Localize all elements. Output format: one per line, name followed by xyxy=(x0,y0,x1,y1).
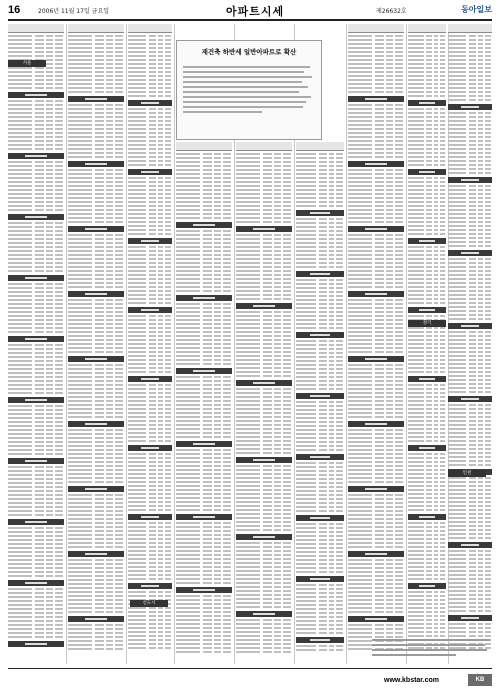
region-divider xyxy=(448,615,492,621)
article-title: 재건축 하반세 일반아파트로 확산 xyxy=(201,48,297,56)
region-divider xyxy=(236,611,292,617)
region-divider xyxy=(68,551,124,557)
region-divider xyxy=(176,368,232,374)
region-divider xyxy=(128,307,172,313)
region-divider xyxy=(236,380,292,386)
region-divider xyxy=(8,92,64,98)
region-divider xyxy=(408,238,446,244)
price-column xyxy=(236,142,292,664)
region-divider xyxy=(68,421,124,427)
region-divider xyxy=(448,177,492,183)
price-column xyxy=(128,24,172,664)
issue-number: 제26632호 xyxy=(376,8,407,15)
kb-logo-icon: KB xyxy=(468,674,492,686)
region-divider xyxy=(296,332,344,338)
region-divider xyxy=(408,307,446,313)
region-divider xyxy=(348,356,404,362)
price-column xyxy=(8,24,64,664)
region-divider xyxy=(68,226,124,232)
region-divider xyxy=(448,323,492,329)
region-divider xyxy=(8,153,64,159)
region-divider xyxy=(68,356,124,362)
region-divider xyxy=(128,445,172,451)
region-divider xyxy=(448,104,492,110)
region-divider xyxy=(348,291,404,297)
region-banner-seoul: 서울 xyxy=(8,60,46,67)
region-divider xyxy=(236,457,292,463)
region-divider xyxy=(128,100,172,106)
region-divider xyxy=(348,486,404,492)
region-divider xyxy=(296,515,344,521)
page-number: 16 xyxy=(8,4,21,16)
region-divider xyxy=(68,291,124,297)
region-divider xyxy=(408,445,446,451)
region-banner-incheon: 인천 xyxy=(448,470,486,477)
region-divider xyxy=(348,226,404,232)
region-divider xyxy=(176,295,232,301)
region-divider xyxy=(296,637,344,643)
region-divider xyxy=(8,580,64,586)
region-divider xyxy=(296,576,344,582)
section-title: 아파트시세 xyxy=(226,5,285,18)
region-divider xyxy=(8,519,64,525)
region-divider xyxy=(128,169,172,175)
feature-article xyxy=(176,40,322,140)
price-column xyxy=(408,24,446,664)
header-rule xyxy=(8,19,492,21)
region-divider xyxy=(408,583,446,589)
region-divider xyxy=(176,514,232,520)
region-divider xyxy=(448,250,492,256)
region-banner-newtown: 신도시 xyxy=(130,600,168,607)
region-divider xyxy=(448,542,492,548)
publication-date: 2006년 11월 17일 금요일 xyxy=(38,8,110,15)
region-divider xyxy=(8,458,64,464)
region-divider xyxy=(296,210,344,216)
price-column xyxy=(348,24,404,664)
footer-rule xyxy=(8,668,492,669)
price-column xyxy=(448,24,492,664)
region-divider xyxy=(296,454,344,460)
region-divider xyxy=(348,616,404,622)
region-divider xyxy=(68,161,124,167)
region-divider xyxy=(128,583,172,589)
region-divider xyxy=(408,376,446,382)
footer-advertisement xyxy=(364,672,492,688)
region-divider xyxy=(408,514,446,520)
region-divider xyxy=(68,486,124,492)
region-divider xyxy=(408,169,446,175)
region-divider xyxy=(348,551,404,557)
price-column xyxy=(296,142,344,664)
region-divider xyxy=(68,96,124,102)
price-column xyxy=(68,24,124,664)
newspaper-name: 동아일보 xyxy=(461,5,492,14)
region-divider xyxy=(296,271,344,277)
region-divider xyxy=(236,534,292,540)
region-divider xyxy=(348,96,404,102)
region-divider xyxy=(176,587,232,593)
region-divider xyxy=(448,396,492,402)
masthead xyxy=(8,4,492,18)
disclaimer-notice xyxy=(372,636,492,659)
region-divider xyxy=(68,616,124,622)
region-divider xyxy=(296,393,344,399)
region-divider xyxy=(8,641,64,647)
region-divider xyxy=(176,441,232,447)
region-banner-gyeonggi: 경기 xyxy=(408,320,446,327)
region-divider xyxy=(8,397,64,403)
region-divider xyxy=(8,336,64,342)
region-divider xyxy=(128,376,172,382)
region-divider xyxy=(128,514,172,520)
ad-url: www.kbstar.com xyxy=(384,677,439,684)
region-divider xyxy=(176,222,232,228)
region-divider xyxy=(348,421,404,427)
region-divider xyxy=(236,226,292,232)
region-divider xyxy=(348,161,404,167)
region-divider xyxy=(408,100,446,106)
region-divider xyxy=(8,275,64,281)
region-divider xyxy=(8,214,64,220)
price-column xyxy=(176,142,232,664)
region-divider xyxy=(128,238,172,244)
article-body xyxy=(183,63,315,116)
region-divider xyxy=(236,303,292,309)
